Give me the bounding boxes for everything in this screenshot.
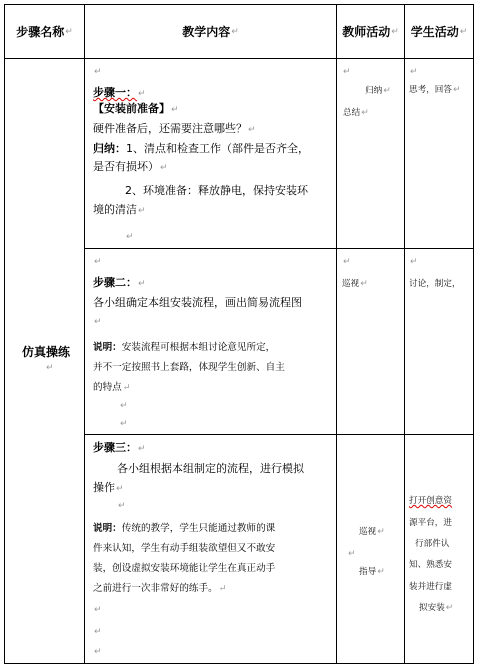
student-activity-text: 讨论，制定， bbox=[409, 279, 461, 289]
paragraph-mark: ↵ bbox=[94, 317, 102, 327]
paragraph-mark: ↵ bbox=[459, 26, 468, 37]
paragraph-mark: ↵ bbox=[231, 26, 239, 37]
step-1-summary-1: 归纳：1、清点和检查工作（部件是否齐全， bbox=[93, 142, 309, 155]
paragraph-mark: ↵ bbox=[94, 647, 102, 657]
student-activity-text: 行部件认 bbox=[415, 539, 450, 549]
student-activity-text: 装并进行虚 bbox=[409, 582, 452, 592]
paragraph-mark: ↵ bbox=[126, 232, 134, 242]
paragraph-mark: ↵ bbox=[46, 363, 54, 373]
step-2-note-1: 说明：安装流程可根据本组讨论意见所定， bbox=[93, 342, 276, 353]
paragraph-mark: ↵ bbox=[343, 257, 351, 267]
paragraph-mark: ↵ bbox=[120, 401, 128, 411]
paragraph-mark: ↵ bbox=[94, 605, 102, 615]
step-1-heading: 【安装前准备】↵ bbox=[93, 102, 179, 115]
paragraph-mark: ↵ bbox=[343, 67, 351, 77]
step-2-title: 步骤二：↵ bbox=[93, 276, 146, 289]
header-teaching-content: 教学内容 ↵ bbox=[182, 25, 239, 39]
step-1-summary-1b: 是否有损坏）↵ bbox=[93, 160, 168, 173]
student-activity-text: 源平台，进 bbox=[409, 518, 452, 528]
step-2-note-3: 的特点↵ bbox=[93, 382, 131, 393]
paragraph-mark: ↵ bbox=[65, 26, 73, 37]
paragraph-mark: ↵ bbox=[120, 419, 128, 429]
student-activity-text: 打开创意资 bbox=[409, 496, 452, 506]
step-1-teacher bbox=[337, 59, 404, 248]
step-2-student bbox=[405, 249, 473, 434]
header-step-name: 步骤名称 ↵ bbox=[16, 25, 73, 39]
paragraph-mark: ↵ bbox=[348, 549, 356, 559]
student-activity-text: 知、熟悉安 bbox=[409, 560, 452, 570]
student-activity-text: 拟安装↵ bbox=[419, 603, 454, 613]
teacher-activity-text: 归纳↵ bbox=[365, 86, 391, 96]
paragraph-mark: ↵ bbox=[118, 501, 126, 511]
table-border bbox=[4, 663, 474, 664]
step-3-note-1: 说明：传统的教学，学生只能通过教师的课 bbox=[93, 523, 276, 534]
step-2-note-2: 并不一定按照书上套路，体现学生创新、自主 bbox=[93, 362, 285, 373]
step-1-question: 硬件准备后，还需要注意哪些？↵ bbox=[93, 122, 256, 135]
header-student-activity: 学生活动 ↵ bbox=[410, 25, 468, 39]
header-teacher-activity: 教师活动 ↵ bbox=[342, 25, 399, 39]
teacher-activity-text: 巡视↵ bbox=[359, 527, 385, 537]
step-1-student bbox=[405, 59, 473, 248]
step-1-summary-2b: 境的清洁↵ bbox=[93, 203, 146, 216]
step-3-teacher bbox=[337, 435, 404, 663]
step-3-note-4: 之前进行一次非常好的练手。↵ bbox=[93, 583, 227, 594]
table-border bbox=[473, 4, 474, 664]
teacher-activity-text: 总结↵ bbox=[343, 108, 369, 118]
paragraph-mark: ↵ bbox=[94, 627, 102, 637]
step-1-title: 步骤一：↵ bbox=[93, 86, 146, 99]
step-2-content bbox=[85, 249, 336, 434]
step-3-text-1: 各小组根据本组制定的流程，进行模拟 bbox=[117, 462, 304, 475]
paragraph-mark: ↵ bbox=[410, 67, 418, 77]
step-3-content bbox=[85, 435, 336, 663]
step-1-summary-2: 2、环境准备：释放静电，保持安装环 bbox=[125, 184, 308, 197]
teacher-activity-text: 指导↵ bbox=[359, 567, 385, 577]
step-3-note-2: 件来认知，学生有动手组装欲望但又不敢安 bbox=[93, 543, 276, 554]
paragraph-mark: ↵ bbox=[410, 257, 418, 267]
paragraph-mark: ↵ bbox=[94, 67, 102, 77]
step-2-text: 各小组确定本组安装流程，画出简易流程图 bbox=[93, 296, 302, 309]
student-activity-text: 思考，回答↵ bbox=[409, 85, 461, 95]
paragraph-mark: ↵ bbox=[94, 257, 102, 267]
step-3-student bbox=[405, 435, 473, 663]
step-3-text-2: 操作↵ bbox=[93, 481, 124, 494]
step-3-title: 步骤三：↵ bbox=[93, 441, 146, 454]
teacher-activity-text: 巡视↵ bbox=[342, 279, 368, 289]
step-1-content bbox=[85, 59, 336, 248]
step-3-note-3: 装，创设虚拟安装环境能让学生在真正动手 bbox=[93, 563, 276, 574]
step-2-teacher bbox=[337, 249, 404, 434]
section-label: 仿真操练 bbox=[22, 345, 71, 359]
paragraph-mark: ↵ bbox=[391, 26, 399, 37]
section-label-cell bbox=[5, 59, 84, 663]
